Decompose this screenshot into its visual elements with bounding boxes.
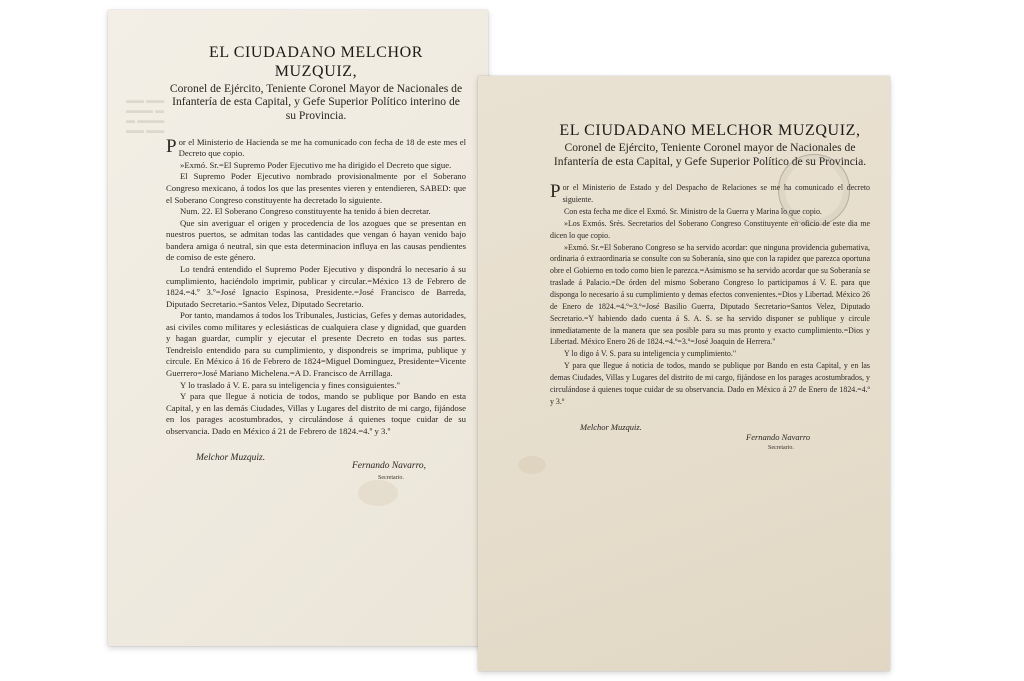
- drop-cap: P: [166, 135, 177, 157]
- paper-stain: [518, 456, 546, 474]
- drop-cap: P: [550, 181, 561, 203]
- broadside-sheet-right: [478, 76, 890, 671]
- document-heading: [166, 44, 466, 123]
- bleed-through-marks: ▬▬ ▬▬ ▬▬▬ ▬ ▬ ▬▬▬ ▬▬ ▬▬: [126, 95, 165, 135]
- decree-paragraph: Y para que llegue á noticia de todos, mando se publique por Bando en esta Capital, y en las demás Ciudades, Villas y Lugares del distrito de mi cargo, fijándose en los parages acostumbrados, y circulándose á quienes toque cuidar de su observancia. Dado en México á 21 de Febrero de 1824.=4.º y 3.º: [166, 391, 466, 436]
- decree-paragraph: Lo tendrá entendido el Supremo Poder Ejecutivo y dispondrá lo necesario á su cumplimiento, haciéndolo imprimir, publicar y circular.=México 13 de Febrero de 1824.=4.º 3.º=José Ignacio Espinosa, Presidente.=José Francisco de Barreda, Diputado Secretario.=Santos Velez, Diputado Secretario.: [166, 263, 466, 309]
- decree-paragraph: Y para que llegue á noticia de todos, mando se publique por Bando en esta Capital, y en las demas Ciudades, Villas y Lugares del distrito de mi cargo, fijándose en los parages acostumbrados, y circulándose á quienes toque cuidar de su observancia. Dado en México á 27 de Enero de 1824.=4.º y 3.º: [550, 361, 870, 406]
- decree-paragraph: Con esta fecha me dice el Exmó. Sr. Ministro de la Guerra y Marina lo que copio.: [564, 206, 822, 216]
- issuer-name: EL CIUDADANO MELCHOR MUZQUIZ,: [208, 44, 424, 80]
- decree-paragraph: Por el Ministerio de Hacienda se me ha comunicado con fecha de 18 de este mes el Decreto que copio.: [166, 135, 466, 159]
- decree-paragraph: El Supremo Poder Ejecutivo nombrado provisionalmente por el Soberano Congreso mexicano, á todos los que las presentes vieren y entendieren, SABED: que el Soberano Congreso constituyente ha decretado lo siguiente.: [166, 171, 466, 205]
- decree-paragraph: Por tanto, mandamos á todos los Tribunales, Justicias, Gefes y demas autoridades, asi civiles como militares y eclesiásticas de cualquiera clase y dignidad, que guarden y hagan guardar, cumplir y ejecutar el presente Decreto en todas sus partes. Tendreislo entendido para su cumplimiento, y dispondreis se imprima, publique y circule. En México á 16 de Febrero de 1824=Miguel Dominguez, Presidente=Vicente Guerrero=José Mariano Michelena.=A D. Francisco de Arrillaga.: [166, 310, 466, 379]
- decree-paragraph: Y lo digo á V. S. para su inteligencia y cumplimiento.": [564, 349, 737, 359]
- signature-navarro: Fernando Navarro,: [352, 461, 427, 472]
- decree-paragraph: Num. 22. El Soberano Congreso constituyente ha tenido á bien decretar.: [180, 206, 431, 217]
- signature-muzquiz: Melchor Muzquiz.: [580, 421, 642, 432]
- issuer-titles: Coronel de Ejército, Teniente Coronel mayor de Nacionales de Infantería de esta Capital, y Gefe Superior Político de su Provincia.: [553, 140, 867, 168]
- signature-block: [166, 447, 466, 487]
- decree-paragraph: Por el Ministerio de Estado y del Despacho de Relaciones se me ha comunicado el decreto siguiente.: [550, 181, 870, 205]
- decree-body: [166, 137, 466, 438]
- issuer-titles: Coronel de Ejército, Teniente Coronel Mayor de Nacionales de Infantería de esta Capital, y Gefe Superior Político interino de su Provincia.: [169, 81, 463, 123]
- signature-role: Secretario.: [378, 475, 404, 482]
- decree-paragraph: »Los Exmós. Srés. Secretarios del Soberano Congreso Constituyente en oficio de este dia me dicen lo que copio.: [550, 218, 870, 240]
- decree-paragraph: »Exmó. Sr.=El Soberano Congreso se ha servido acordar: que ninguna providencia gubernativa, ordinaria ó extraordinaria se consulte con su Soberanía, sino que con la rapidez que parezca oportuna obre el Gobierno en todo como bien le parezca.=Asimismo se ha servido acordar que su Soberanía se traslade á Palacio.=De órden del mismo Soberano Congreso lo participamos á V. E. para que disponga lo necesario á su cumplimiento y demas efectos convenientes.=Dios y Libertad. México 26 de Enero de 1824.=4.º=3.º=José Basilio Guerra, Diputado Secretario=Santos Velez, Diputado Secretario.=Y habiendo dado cuenta á S. A. S. se ha servido disponer se publique y circule inmediatamente de la manera que sea posible para su mas pronto y exacto cumplimiento.=Dios y Libertad. México Enero 26 de 1824.=4.º=3.º=José Joaquin de Herrera.": [550, 242, 870, 347]
- decree-paragraph: Y lo traslado á V. E. para su inteligencia y fines consiguientes.": [180, 379, 401, 390]
- issuer-name: EL CIUDADANO MELCHOR MUZQUIZ,: [559, 122, 861, 139]
- decree-paragraph: Que sin averiguar el origen y procedencia de los azogues que se presentan en nuestros puertos, se admitan todas las cantidades que vengan ó hayan venido bajo bandera amiga ó neutral, sin que esta determinacion influya en las causas pendientes de comiso de este género.: [166, 217, 466, 263]
- ink-stamp-mark: [778, 154, 850, 226]
- signature-navarro: Fernando Navarro: [746, 431, 811, 442]
- decree-paragraph: »Exmó. Sr.=El Supremo Poder Ejecutivo me ha dirigido el Decreto que sigue.: [180, 159, 452, 170]
- signature-muzquiz: Melchor Muzquiz.: [196, 453, 266, 464]
- signature-block: [550, 418, 870, 458]
- signature-role: Secretario.: [768, 444, 794, 451]
- broadside-sheet-left: [108, 10, 488, 646]
